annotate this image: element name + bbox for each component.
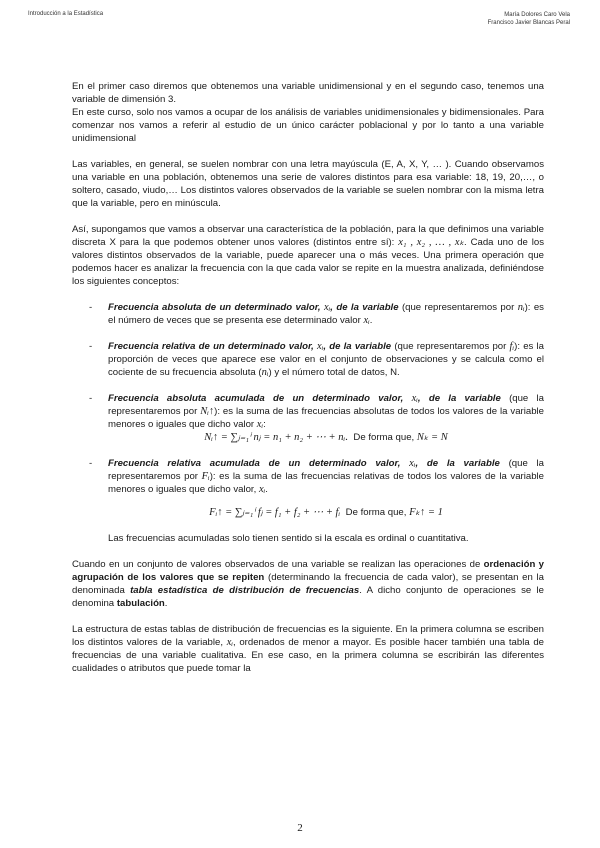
equation-cumulative-absolute: Nᵢ↑ = ∑ⱼ₌₁ⁱ nⱼ = n₁ + n₂ + ⋯ + nᵢ. De forma que, Nₖ = N	[204, 431, 448, 443]
cumulative-note: Las frecuencias acumuladas solo tienen sentido si la escala es ordinal o cuantitativa.	[108, 533, 469, 544]
values-list: x₁ , x₂ , … , xₖ	[398, 237, 465, 248]
paragraph-5: La estructura de estas tablas de distribución de frecuencias es la siguiente. En la primera columna se escriben los distintos valores de la variable, xᵢ, ordenados de menor a mayor. Es posible hacer también una tabla de frecuencias de una variable cualitativa. En ese caso, en la primera columna se escribirán las diferentes cualidades o atributos que puede tomar la	[72, 624, 544, 674]
author-1: María Dolores Caro Vela	[504, 12, 570, 18]
paragraph-3: Así, supongamos que vamos a observar una característica de la población, para la que definimos una variable discreta X para la que podemos obtener unos valores (distintos entre sí): x₁ , x₂ , … , xₖ. Cada uno de los valores distintos observados de la variable, puede aparecer una o más veces. Una primera operación que podemos hacer es analizar la frecuencia con la que cada valor se repite en la muestra analizada, definiéndose los siguientes conceptos:	[72, 224, 544, 287]
page-body	[72, 80, 544, 675]
page-number: 2	[297, 822, 303, 834]
paragraph-2: Las variables, en general, se suelen nombrar con una letra mayúscula (E, A, X, Y, … ). Cuando observamos una variable en una población, obtenemos una serie de valores distintos para esa variable: 18, 19, 20,…, o soltero, casado, viudo,… Los distintos valores observados de la variable se suelen nombrar con la misma letra que la variable, pero en minúscula.	[72, 159, 544, 209]
bullet-cumulative-absolute-frequency: - Frecuencia absoluta acumulada de un determinado valor, xᵢ, de la variable (que la representaremos por Nᵢ↑): es la suma de las frecuencias absolutas de todos los valores de la variable menores o iguales que dicho valor xᵢ: Nᵢ↑ = ∑ⱼ₌₁ⁱ nⱼ = n₁ + n₂ + ⋯ + nᵢ. De forma que, Nₖ = N	[89, 393, 544, 443]
running-header-left: Introducción a la Estadística	[28, 11, 104, 17]
paragraph-1b: En este curso, solo nos vamos a ocupar de los análisis de variables unidimensionales y bidimensionales. Para comenzar nos vamos a referir al estudio de un único carácter poblacional y por lo tanto a una variable unidimensional	[72, 107, 544, 144]
author-2: Francisco Javier Blancas Peral	[487, 20, 570, 26]
paragraph-4: Cuando en un conjunto de valores observados de una variable se realizan las operaciones de ordenación y agrupación de los valores que se repiten (determinando la frecuencia de cada valor), se presentan en la denominada tabla estadística de distribución de frecuencias. A dicho conjunto de operaciones se le denomina tabulación.	[72, 559, 544, 609]
bullet-absolute-frequency: - Frecuencia absoluta de un determinado valor, xᵢ, de la variable (que representaremos por nᵢ): es el número de veces que se presenta ese determinado valor xᵢ.	[89, 302, 544, 326]
paragraph-1a: En el primer caso diremos que obtenemos una variable unidimensional y en el segundo caso, tenemos una variable de dimensión 3.	[72, 81, 544, 105]
running-header-right	[488, 11, 570, 27]
bullet-relative-frequency: - Frecuencia relativa de un determinado valor, xᵢ, de la variable (que representaremos por fᵢ): es la proporción de veces que aparece ese valor en el conjunto de observaciones y se calcula como el cociente de su frecuencia absoluta (nᵢ) y el número total de datos, N.	[89, 341, 544, 378]
equation-cumulative-relative: Fᵢ↑ = ∑ⱼ₌₁ⁱ fⱼ = f₁ + f₂ + ⋯ + fᵢ De forma que, Fₖ↑ = 1	[209, 507, 443, 518]
bullet-cumulative-relative-frequency: - Frecuencia relativa acumulada de un determinado valor, xᵢ, de la variable (que la representaremos por Fᵢ): es la suma de las frecuencias relativas de todos los valores de la variable menores o iguales que dicho valor, xᵢ. Fᵢ↑ = ∑ⱼ₌₁ⁱ fⱼ = f₁ + f₂ + ⋯ + fᵢ De forma que, Fₖ↑ = 1	[89, 458, 544, 518]
